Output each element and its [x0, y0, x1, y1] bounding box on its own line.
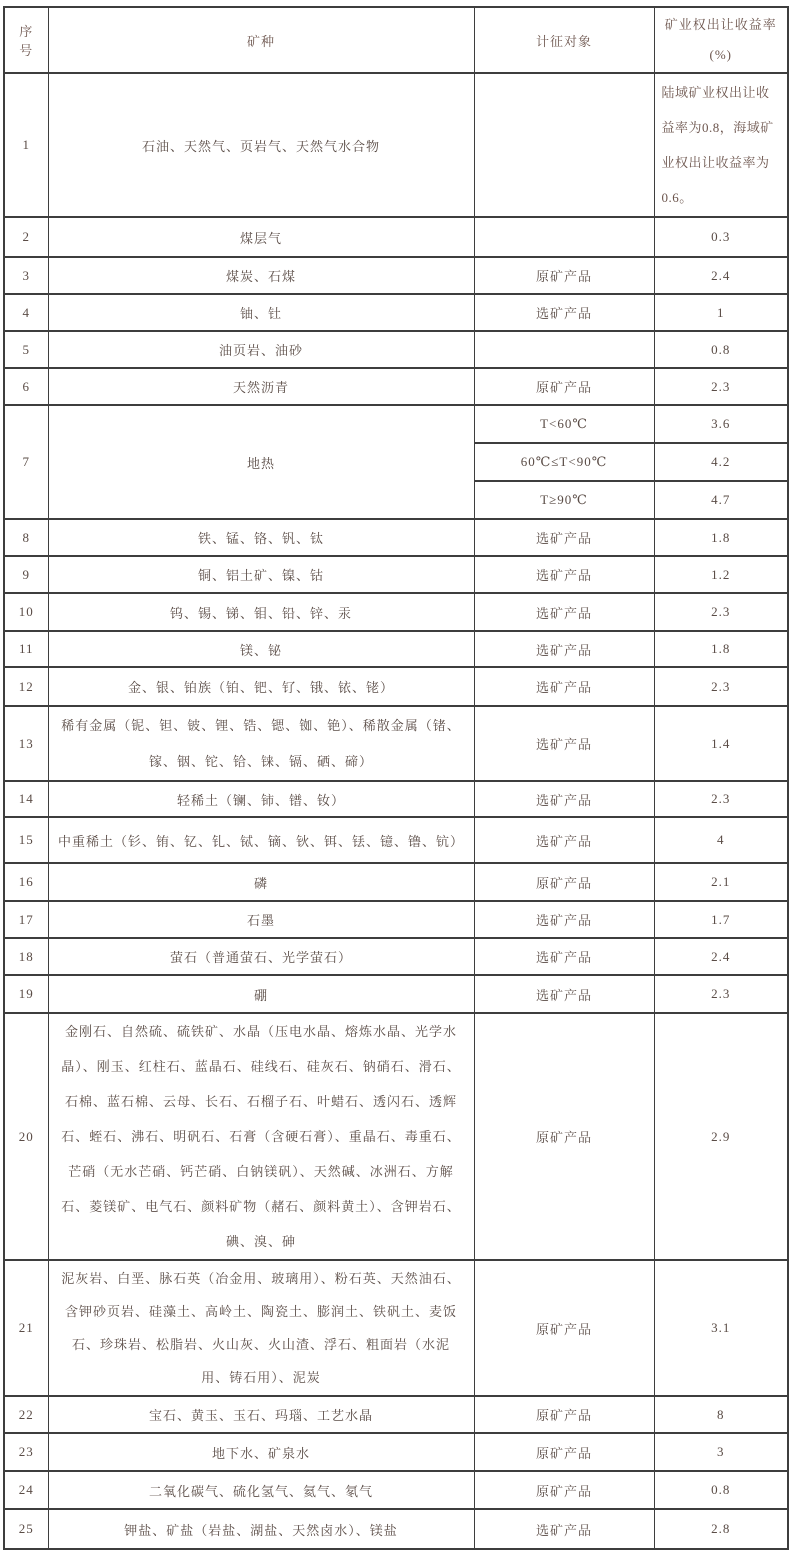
cell-object: T≥90℃: [474, 481, 654, 519]
header-col-rate: [654, 7, 788, 73]
table-row: [4, 1396, 788, 1433]
cell-rate: 3.1: [654, 1260, 788, 1396]
header-col-rate-line1: 矿业权出让收益率: [664, 17, 777, 32]
cell-object-empty: [474, 73, 654, 217]
cell-rate: 4: [654, 817, 788, 863]
cell-seq: 14: [4, 781, 48, 817]
cell-object: 选矿产品: [474, 294, 654, 331]
cell-mineral: 中重稀土（钐、铕、钇、钆、铽、镝、钬、铒、铥、镱、镥、钪）: [48, 817, 474, 863]
table-row: [4, 556, 788, 593]
cell-object: 选矿产品: [474, 1509, 654, 1549]
header-col-seq: 序号: [4, 7, 48, 73]
cell-rate: 2.3: [654, 781, 788, 817]
cell-mineral: 煤层气: [48, 217, 474, 257]
cell-rate: 1.2: [654, 556, 788, 593]
table-row: [4, 781, 788, 817]
cell-object: 原矿产品: [474, 1260, 654, 1396]
cell-rate: 8: [654, 1396, 788, 1433]
cell-mineral: 油页岩、油砂: [48, 331, 474, 368]
cell-seq: 12: [4, 667, 48, 706]
cell-rate: 1: [654, 294, 788, 331]
cell-seq: 2: [4, 217, 48, 257]
table-row: [4, 1013, 788, 1260]
cell-rate: 1.4: [654, 706, 788, 781]
cell-mineral: 石墨: [48, 901, 474, 938]
cell-object: 选矿产品: [474, 938, 654, 975]
cell-object: 原矿产品: [474, 863, 654, 901]
cell-rate: 0.8: [654, 331, 788, 368]
cell-seq: 7: [4, 405, 48, 519]
cell-mineral: 宝石、黄玉、玉石、玛瑙、工艺水晶: [48, 1396, 474, 1433]
cell-object: 选矿产品: [474, 631, 654, 667]
document-page: [0, 6, 790, 1538]
cell-seq: 18: [4, 938, 48, 975]
cell-object: 原矿产品: [474, 1013, 654, 1260]
cell-rate: 2.4: [654, 257, 788, 294]
cell-object: 原矿产品: [474, 1471, 654, 1509]
table-row: [4, 519, 788, 556]
cell-seq: 22: [4, 1396, 48, 1433]
cell-seq: 19: [4, 975, 48, 1013]
table-row: [4, 1260, 788, 1396]
header-col-mineral: 矿种: [48, 7, 474, 73]
cell-seq: 25: [4, 1509, 48, 1549]
table-row: [4, 217, 788, 257]
cell-rate: 2.3: [654, 368, 788, 405]
table-row: [4, 1433, 788, 1471]
cell-rate: 4.7: [654, 481, 788, 519]
cell-object: 原矿产品: [474, 1433, 654, 1471]
cell-rate: 2.4: [654, 938, 788, 975]
cell-rate: 0.8: [654, 1471, 788, 1509]
cell-mineral: 金刚石、自然硫、硫铁矿、水晶（压电水晶、熔炼水晶、光学水晶）、刚玉、红柱石、蓝晶石、硅线石、硅灰石、钠硝石、滑石、石棉、蓝石棉、云母、长石、石榴子石、叶蜡石、透闪石、透辉石、蛭石、沸石、明矾石、石膏（含硬石膏）、重晶石、毒重石、芒硝（无水芒硝、钙芒硝、白钠镁矾）、天然碱、冰洲石、方解石、菱镁矿、电气石、颜料矿物（赭石、颜料黄土）、含钾岩石、碘、溴、砷: [48, 1013, 474, 1260]
cell-rate: 3: [654, 1433, 788, 1471]
table-row: [4, 1509, 788, 1549]
cell-object: 选矿产品: [474, 556, 654, 593]
table-row: [4, 817, 788, 863]
table-row: [4, 368, 788, 405]
cell-mineral: 地热: [48, 405, 474, 519]
table-row: [4, 331, 788, 368]
cell-object: 选矿产品: [474, 781, 654, 817]
table-row: [4, 901, 788, 938]
cell-object: 选矿产品: [474, 817, 654, 863]
cell-seq: 10: [4, 593, 48, 631]
cell-seq: 20: [4, 1013, 48, 1260]
cell-object: 原矿产品: [474, 1396, 654, 1433]
cell-object: 原矿产品: [474, 257, 654, 294]
cell-object: 选矿产品: [474, 667, 654, 706]
cell-rate: 1.8: [654, 519, 788, 556]
cell-mineral: 镁、铋: [48, 631, 474, 667]
mining-rights-rate-table: [3, 6, 789, 1550]
cell-object: 60℃≤T<90℃: [474, 443, 654, 481]
table-row: [4, 667, 788, 706]
cell-rate: 1.8: [654, 631, 788, 667]
cell-mineral: 铀、钍: [48, 294, 474, 331]
cell-seq: 16: [4, 863, 48, 901]
table-row: [4, 257, 788, 294]
cell-seq: 15: [4, 817, 48, 863]
cell-seq: 24: [4, 1471, 48, 1509]
cell-mineral: 钾盐、矿盐（岩盐、湖盐、天然卤水）、镁盐: [48, 1509, 474, 1549]
header-col-rate-line2: (%): [709, 47, 732, 62]
cell-object: 选矿产品: [474, 519, 654, 556]
cell-seq: 9: [4, 556, 48, 593]
cell-rate: 2.3: [654, 593, 788, 631]
cell-rate: 0.3: [654, 217, 788, 257]
cell-rate: 2.3: [654, 667, 788, 706]
table-row: [4, 1471, 788, 1509]
cell-seq: 5: [4, 331, 48, 368]
cell-seq: 17: [4, 901, 48, 938]
cell-object: 选矿产品: [474, 901, 654, 938]
table-row: [4, 706, 788, 781]
cell-mineral: 煤炭、石煤: [48, 257, 474, 294]
cell-object: 选矿产品: [474, 593, 654, 631]
cell-rate: 陆域矿业权出让收益率为0.8，海域矿业权出让收益率为0.6。: [654, 73, 788, 217]
table-row: [4, 975, 788, 1013]
cell-mineral: 泥灰岩、白垩、脉石英（冶金用、玻璃用）、粉石英、天然油石、含钾砂页岩、硅藻土、高岭土、陶瓷土、膨润土、铁矾土、麦饭石、珍珠岩、松脂岩、火山灰、火山渣、浮石、粗面岩（水泥用、铸石用）、泥炭: [48, 1260, 474, 1396]
table-row: [4, 631, 788, 667]
cell-object-empty: [474, 217, 654, 257]
cell-object: 选矿产品: [474, 975, 654, 1013]
cell-rate: 2.3: [654, 975, 788, 1013]
table-row: [4, 73, 788, 217]
cell-mineral: 地下水、矿泉水: [48, 1433, 474, 1471]
cell-seq: 21: [4, 1260, 48, 1396]
cell-rate: 1.7: [654, 901, 788, 938]
cell-seq: 4: [4, 294, 48, 331]
cell-mineral: 金、银、铂族（铂、钯、钌、锇、铱、铑）: [48, 667, 474, 706]
cell-mineral: 钨、锡、锑、钼、铅、锌、汞: [48, 593, 474, 631]
cell-seq: 3: [4, 257, 48, 294]
cell-mineral: 石油、天然气、页岩气、天然气水合物: [48, 73, 474, 217]
table-row: [4, 863, 788, 901]
cell-object: 选矿产品: [474, 706, 654, 781]
cell-object: 原矿产品: [474, 368, 654, 405]
table-header-row: [4, 7, 788, 73]
cell-seq: 13: [4, 706, 48, 781]
cell-mineral: 铜、铝土矿、镍、钴: [48, 556, 474, 593]
cell-rate: 2.9: [654, 1013, 788, 1260]
cell-mineral: 铁、锰、铬、钒、钛: [48, 519, 474, 556]
cell-mineral: 轻稀土（镧、铈、镨、钕）: [48, 781, 474, 817]
table-row: [4, 938, 788, 975]
cell-seq: 23: [4, 1433, 48, 1471]
cell-mineral: 萤石（普通萤石、光学萤石）: [48, 938, 474, 975]
cell-object-empty: [474, 331, 654, 368]
header-col-object: 计征对象: [474, 7, 654, 73]
cell-rate: 4.2: [654, 443, 788, 481]
cell-seq: 8: [4, 519, 48, 556]
table-row-geothermal-sub1: [4, 405, 788, 443]
cell-seq: 1: [4, 73, 48, 217]
cell-mineral: 二氧化碳气、硫化氢气、氦气、氡气: [48, 1471, 474, 1509]
cell-object: T<60℃: [474, 405, 654, 443]
cell-rate: 2.8: [654, 1509, 788, 1549]
cell-mineral: 稀有金属（铌、钽、铍、锂、锆、锶、铷、铯）、稀散金属（锗、镓、铟、铊、铪、铼、镉、硒、碲）: [48, 706, 474, 781]
cell-rate: 2.1: [654, 863, 788, 901]
table-row: [4, 294, 788, 331]
cell-seq: 6: [4, 368, 48, 405]
cell-mineral: 硼: [48, 975, 474, 1013]
cell-rate: 3.6: [654, 405, 788, 443]
table-row: [4, 593, 788, 631]
cell-seq: 11: [4, 631, 48, 667]
cell-mineral: 磷: [48, 863, 474, 901]
cell-mineral: 天然沥青: [48, 368, 474, 405]
